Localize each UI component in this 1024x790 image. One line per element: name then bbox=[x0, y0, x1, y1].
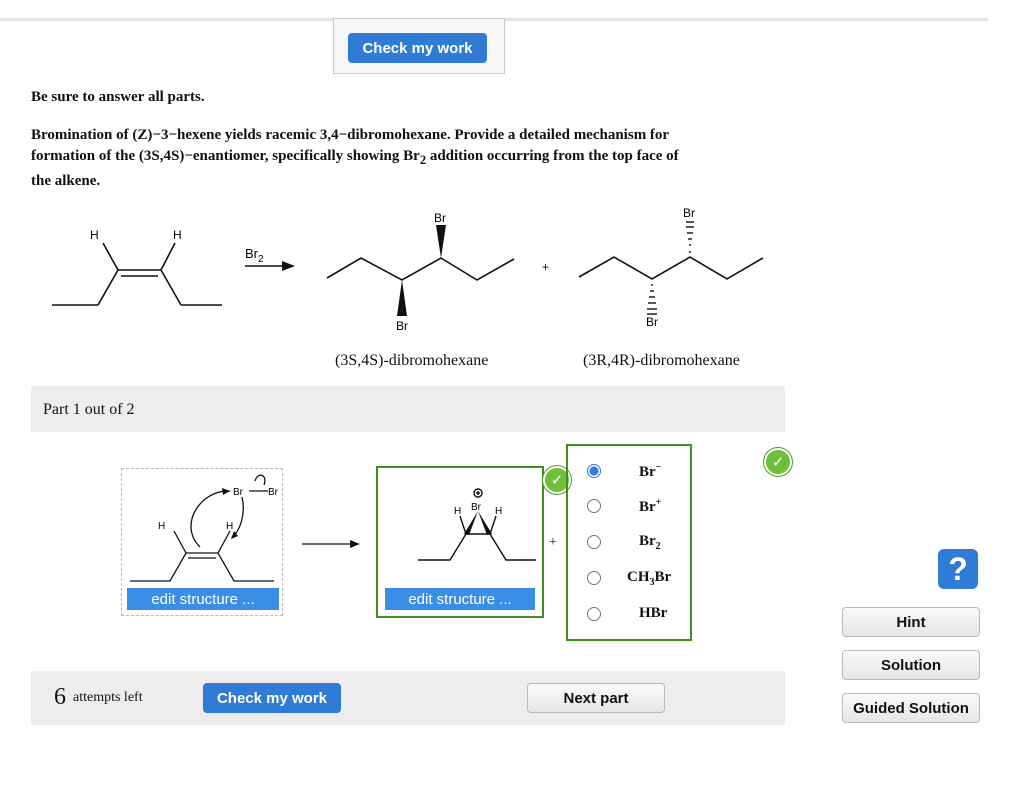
svg-text:Br: Br bbox=[233, 487, 243, 498]
option-radio-br2[interactable] bbox=[587, 535, 601, 549]
top-check-panel bbox=[333, 18, 505, 74]
question-line-3: the alkene. bbox=[31, 173, 101, 189]
product-3r4r-structure bbox=[579, 257, 763, 279]
reactant-structure-box[interactable] bbox=[121, 468, 283, 616]
svg-text:H: H bbox=[454, 506, 462, 517]
bromonium-ion-drawing bbox=[378, 468, 542, 588]
product2-caption: (3R,4R)-dibromohexane bbox=[583, 352, 740, 369]
correct-check-icon-options: ✓ bbox=[764, 448, 792, 476]
reactant-mechanism-drawing bbox=[122, 469, 282, 589]
question-line-2: formation of the (3S,4S)−enantiomer, specifically showing $Br_2$ addition occurring from the top face of bbox=[31, 148, 679, 167]
option-radio-hbr[interactable] bbox=[587, 607, 601, 621]
wedge-bond-top bbox=[436, 225, 446, 258]
h-label-left: H bbox=[90, 228, 99, 242]
question-line-1: Bromination of (Z)−3−hexene yields racemic 3,4−dibromohexane. Provide a detailed mechanism for bbox=[31, 127, 670, 143]
br-label-top-p2: Br bbox=[683, 206, 695, 220]
svg-text:Br: Br bbox=[268, 487, 278, 498]
product1-caption: (3S,4S)-dibromohexane bbox=[335, 352, 489, 369]
plus-sign-products: + bbox=[542, 260, 550, 274]
guided-solution-button[interactable]: Guided Solution bbox=[842, 693, 980, 723]
reaction-arrow-head bbox=[282, 261, 295, 271]
edit-structure-button-1[interactable]: edit structure ... bbox=[127, 588, 279, 610]
hash-bond-top bbox=[686, 222, 694, 253]
question-text bbox=[31, 125, 791, 192]
hint-button[interactable]: Hint bbox=[842, 607, 980, 637]
plus-sign-mechanism: + bbox=[549, 535, 557, 550]
svg-text:H: H bbox=[158, 521, 166, 532]
option-label-br2: $Br_2$ bbox=[639, 533, 661, 552]
product-3s4s-structure bbox=[327, 258, 514, 280]
wedge-bond-bottom bbox=[397, 280, 407, 316]
option-label-br-plus: Br+ bbox=[639, 497, 662, 515]
svg-text:H: H bbox=[495, 506, 503, 517]
h-label-right: H bbox=[173, 228, 182, 242]
next-part-button[interactable]: Next part bbox=[527, 683, 665, 713]
part-label: Part 1 out of 2 bbox=[43, 401, 135, 418]
check-my-work-button-bottom[interactable]: Check my work bbox=[203, 683, 341, 713]
attempts-text: attempts left bbox=[73, 690, 143, 705]
check-my-work-button-top[interactable]: Check my work bbox=[348, 33, 487, 63]
help-question-icon[interactable]: ? bbox=[938, 549, 978, 589]
bromonium-structure-box[interactable] bbox=[376, 466, 544, 618]
svg-text:Br: Br bbox=[471, 502, 481, 513]
solution-button[interactable]: Solution bbox=[842, 650, 980, 680]
footer-bar bbox=[31, 671, 785, 725]
hash-bond-bottom bbox=[647, 285, 657, 314]
option-radio-br-minus[interactable] bbox=[587, 464, 601, 478]
reaction-scheme bbox=[0, 195, 790, 345]
byproduct-options-box bbox=[566, 444, 692, 641]
attempts-count: 6 bbox=[54, 684, 66, 710]
part-header-bar bbox=[31, 386, 785, 432]
br-label-bottom-p2: Br bbox=[646, 315, 658, 329]
reagent-label: $Br_2$ bbox=[245, 246, 264, 265]
option-radio-br-plus[interactable] bbox=[587, 499, 601, 513]
svg-text:H: H bbox=[226, 521, 234, 532]
br-label-bottom-p1: Br bbox=[396, 319, 408, 333]
br-label-top-p1: Br bbox=[434, 211, 446, 225]
edit-structure-button-2[interactable]: edit structure ... bbox=[385, 588, 535, 610]
correct-check-icon-structure: ✓ bbox=[543, 466, 571, 494]
z-3-hexene-structure bbox=[52, 243, 222, 305]
option-label-hbr: HBr bbox=[639, 605, 668, 621]
option-label-br-minus: Br− bbox=[639, 462, 662, 480]
option-label-ch3br: $CH_3Br$ bbox=[627, 569, 672, 588]
instructions-text: Be sure to answer all parts. bbox=[31, 89, 205, 105]
option-radio-ch3br[interactable] bbox=[587, 571, 601, 585]
mechanism-arrow bbox=[300, 536, 362, 550]
